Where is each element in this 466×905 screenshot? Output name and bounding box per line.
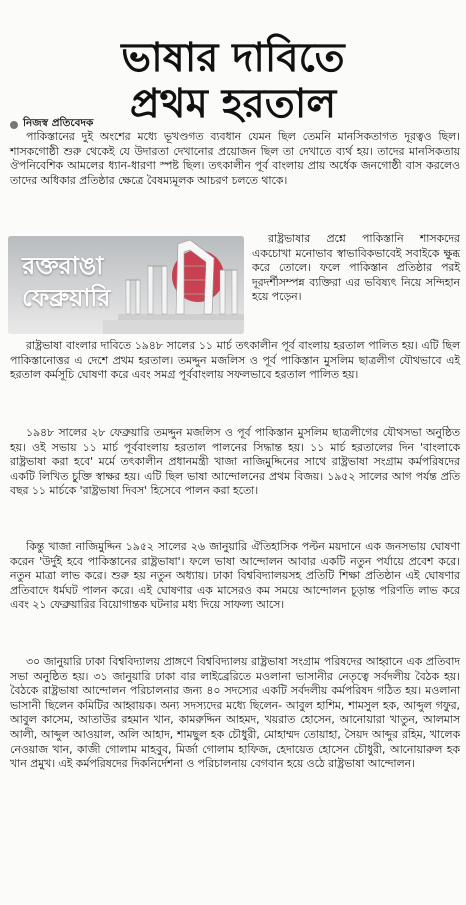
banner-title: [22, 250, 110, 314]
paragraph-1: পাকিস্তানের দুই অংশের মধ্যে ভূখণ্ডগত ব্যবধান যেমন ছিল তেমনি মানসিকতাগত দূরত্বও ছিল। শাসকগোষ্ঠী শুরু থেকেই যে উদারতা দেখানোর প্রয়োজন ছিল তা দেখাতে ব্যর্থ হয়। তাদের মানসিকতায় ঔপনিবেশিক আমলের ধ্যান-ধারণা স্পষ্ট ছিল। তৎকালীন পূর্ব বাংলায় প্রায় অর্ধেক জনগোষ্ঠী বাস করলেও তাদের অধিকার প্রতিষ্ঠার ক্ষেত্রে বৈষম্যমূলক আচরণ চলতে থাকে।: [10, 130, 460, 187]
banner-title-line-2: ফেব্রুয়ারি: [22, 284, 111, 312]
headline: [0, 35, 466, 127]
headline-line-1: ভাষার দাবিতে: [121, 34, 345, 82]
paragraph-4: ১৯৪৮ সালের ২৮ ফেব্রুয়ারি তমদ্দুন মজলিস ও পূর্ব পাকিস্তান মুসলিম ছাত্রলীগের যৌথসভা অনুষ্ঠিত হয়। ওই সভায় ১১ মার্চ পূর্ববাংলায় হরতাল পালনের সিদ্ধান্ত হয়। ১১ মার্চ হরতালের দিন 'বাংলাকে রাষ্ট্রভাষা করা হবে' মর্মে তৎকালীন প্রধানমন্ত্রী খাজা নাজিমুদ্দিনের সাথে রাষ্ট্রভাষা সংগ্রাম কর্মপরিষদের একটি লিখিত চুক্তি স্বাক্ষর হয়। এটি ছিল ভাষা আন্দোলনের প্রথম বিজয়। ১৯৫২ সালের আগ পর্যন্ত প্রতি বছর ১১ মার্চকে 'রাষ্ট্রভাষা দিবস' হিসেবে পালন করা হতো।: [10, 426, 460, 498]
banner-image: [8, 236, 244, 334]
paragraph-2: রাষ্ট্রভাষার প্রশ্নে পাকিস্তানি শাসকদের একচোখা মনোভাব স্বাভাবিকভাবেই সবাইকে ক্ষুব্ধ করে তোলে। ফলে পাকিস্তান প্রতিষ্ঠার পরই দূরদর্শীসম্পন্ন ব্যক্তিরা এর ভবিষ্যৎ নিয়ে সন্দিহান হয়ে পড়েন।: [252, 232, 460, 304]
paragraph-5: কিন্তু খাজা নাজিমুদ্দিন ১৯৫২ সালের ২৬ জানুয়ারি ঐতিহাসিক পল্টন ময়দানে এক জনসভায় ঘোষণা করেন 'উর্দুই হবে পাকিস্তানের রাষ্ট্রভাষা'। ফলে ভাষা আন্দোলন আবার একটি নতুন পর্যায়ে প্রবেশ করে। নতুন মাত্রা লাভ করে। শুরু হয় নতুন অধ্যায়। ঢাকা বিশ্ববিদ্যালয়সহ প্রতিটি শিক্ষা প্রতিষ্ঠান এই ঘোষণার প্রতিবাদে ধর্মঘট পালন করে। এই ঘোষণার এক মাসেরও কম সময়ে আন্দোলন চূড়ান্ত পরিণতি লাভ করে এবং ২১ ফেব্রুয়ারির বিয়োগান্তক ঘটনার মধ্য দিয়ে সাফল্য আসে।: [10, 540, 460, 612]
headline-line-2: প্রথম হরতাল: [129, 80, 337, 128]
byline-text: নিজস্ব প্রতিবেদক: [23, 117, 94, 129]
bullet-icon: [10, 121, 18, 129]
paragraph-3: রাষ্ট্রভাষা বাংলার দাবিতে ১৯৪৮ সালের ১১ মার্চ তৎকালীন পূর্ব বাংলায় হরতাল পালিত হয়। এটি ছিল পাকিস্তানোত্তর এ দেশে প্রথম হরতাল। তমদ্দুন মজলিস ও পূর্ব পাকিস্তান মুসলিম ছাত্রলীগ যৌথভাবে এই হরতাল কর্মসূচি ঘোষণা করে এবং সমগ্র পূর্ববাংলায় সফলভাবে হরতাল পালিত হয়।: [10, 339, 460, 382]
paragraph-6: ৩০ জানুয়ারি ঢাকা বিশ্ববিদ্যালয় প্রাঙ্গণে বিশ্ববিদ্যালয় রাষ্ট্রভাষা সংগ্রাম পরিষদের আহ্বানে এক প্রতিবাদ সভা অনুষ্ঠিত হয়। ৩১ জানুয়ারি ঢাকা বার লাইব্রেরিতে মওলানা ভাসানীর নেতৃত্বে সর্বদলীয় বৈঠক হয়। বৈঠকে রাষ্ট্রভাষা আন্দোলন পরিচালনার জন্য ৪০ সদস্যের একটি সর্বদলীয় কর্মপরিষদ গঠিত হয়। মওলানা ভাসানী ছিলেন কমিটির আহ্বায়ক। অন্য সদস্যদের মধ্যে ছিলেন- আবুল হাশিম, শামসুল হক, আব্দুল গফুর, আবুল কাসেম, আতাউর রহমান খান, কামরুদ্দিন আহমদ, খয়রাত হোসেন, আনোয়ারা খাতুন, আলমাস আলী, আব্দুল আওয়াল, অলি আহাদ, শামছুল হক চৌধুরী, মোহাম্মদ তোয়াহা, সৈয়দ আব্দুর রহিম, খালেক নেওয়াজ খান, কাজী গোলাম মাহবুব, মির্জা গোলাম হাফিজ, হেদায়েত হোসেন চৌধুরী, আনোয়ারুল হক খান প্রমুখ। এই কর্মপরিষদের দিকনির্দেশনা ও পরিচালনায় বেগবান হয়ে ওঠে রাষ্ট্রভাষা আন্দোলন।: [10, 655, 460, 771]
banner-title-line-1: রক্তরাঙা: [22, 252, 104, 280]
